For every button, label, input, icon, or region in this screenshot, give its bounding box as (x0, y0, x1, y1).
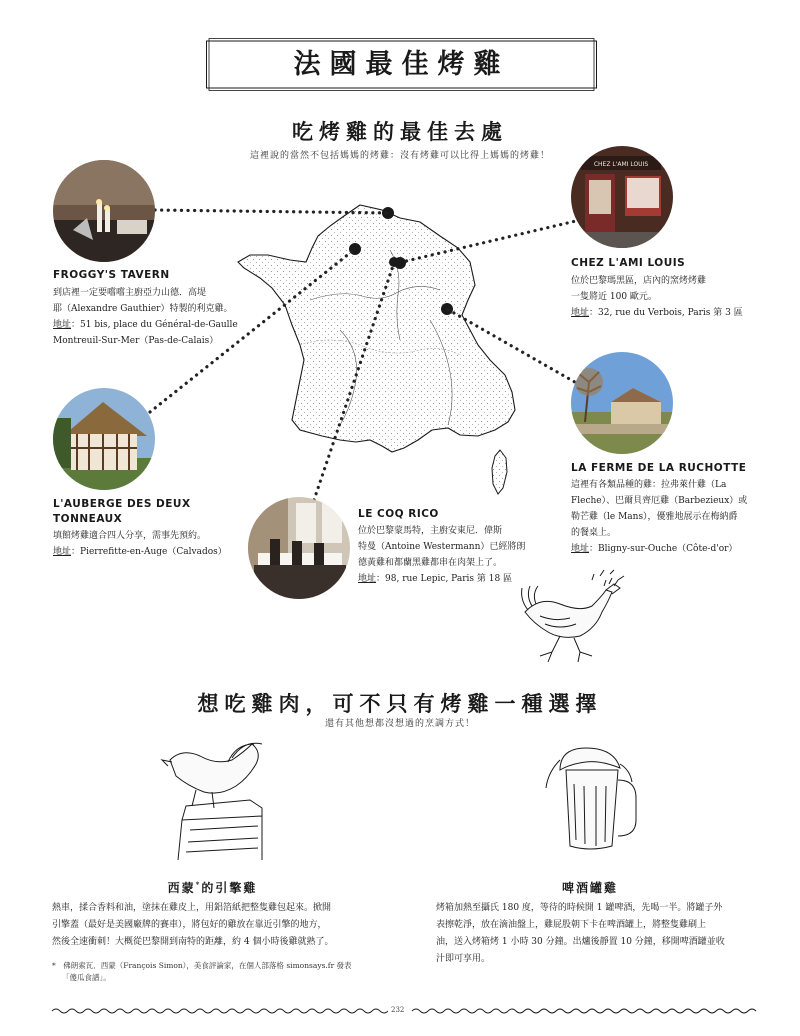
engine-chicken-sketch (162, 743, 262, 860)
place-name-coq: LE COQ RICO (358, 508, 439, 520)
leader-froggys (155, 210, 388, 213)
leader-chez (402, 220, 580, 262)
photo-le-coq-rico (248, 497, 350, 599)
place-desc-auberge: 填館烤雞適合四人分享，需事先預約。 地址：Pierrefitte-en-Auge（Calvados） (53, 531, 227, 557)
footnote-simon: * 佛朗索瓦．西蒙（François Simon），美食評論家，在個人部落格 simonsays.fr 發表 「傻瓜食譜」。 (52, 961, 352, 982)
river-4 (390, 250, 400, 340)
photo-auberge (53, 388, 155, 490)
leader-coq (314, 263, 394, 500)
page-number: 232 (388, 1006, 407, 1014)
place-name-ferme: LA FERME DE LA RUCHOTTE (571, 462, 747, 474)
region-border (300, 340, 460, 355)
france-outline (238, 205, 515, 452)
marker-froggys (382, 207, 394, 219)
place-desc-froggys: 到店裡一定要嚐嚐主廚亞力山德．高堤 耶（Alexandre Gauthier）特製的利克雞。 地址：51 bis, place du Général-de-Gaulle Montreuil-Sur-Mer（Pas-de-Calais） (53, 288, 238, 346)
place-name-froggys: FROGGY'S TAVERN (53, 269, 170, 281)
place-desc-coq: 位於巴黎蒙馬特，主廚安東尼．偉斯 特曼（Antoine Westermann）已經將朗 德黃雞和都蘭黑雞都串在肉架上了。 地址：98, rue Lepic, Paris 第 18 區 (358, 526, 526, 584)
photo-froggys (53, 160, 155, 262)
place-name-chez: CHEZ L'AMI LOUIS (571, 257, 686, 269)
river-2 (340, 330, 357, 425)
page-title: 法國最佳烤雞 (293, 49, 510, 80)
section-title-best-places: 吃烤雞的最佳去處 (292, 119, 508, 144)
marker-ferme (441, 303, 453, 315)
river-3 (430, 320, 452, 425)
place-name-auberge: L'AUBERGE DES DEUX TONNEAUX (53, 498, 191, 525)
place-desc-chez: 位於巴黎瑪黑區，店內的窯烤烤雞 一隻將近 100 歐元。 地址：32, rue du Verbois, Paris 第 3 區 (571, 276, 743, 318)
marker-paris-2 (389, 257, 399, 267)
recipe-title-simon: 西蒙*的引擎雞 (167, 880, 258, 895)
section-subtitle-other-ways: 還有其他想都沒想過的烹調方式！ (324, 719, 475, 729)
recipe-title-beer: 啤酒罐雞 (561, 881, 618, 895)
recipe-text-simon: 熱車，揉合香料和油，塗抹在雞皮上，用鋁箔紙把整隻雞包起來。掀開 引擎蓋（最好是美國廠牌的賽車），將包好的雞放在靠近引擎的地方， 然後全速衝刺！大概從巴黎開到南特的距離，約 4 個小時後雞就熟了。 (52, 903, 334, 947)
title-frame (205, 37, 598, 92)
marker-paris (394, 257, 406, 269)
beer-chicken-sketch (546, 748, 636, 849)
photo-ferme-ruchotte (571, 352, 673, 454)
corsica (492, 450, 507, 494)
marker-auberge (349, 243, 361, 255)
chez-sign-text: CHEZ L'AMI LOUIS (593, 161, 649, 168)
section-title-other-ways: 想吃雞肉，可不只有烤雞一種選擇 (197, 691, 603, 716)
photo-chez-lami-louis (571, 146, 673, 248)
section-subtitle-best-places: 這裡說的當然不包括媽媽的烤雞：沒有烤雞可以比得上媽媽的烤雞！ (249, 151, 550, 161)
river-1 (310, 286, 440, 300)
recipe-text-beer: 烤箱加熱至攝氏 180 度，等待的時候開 1 罐啤酒，先喝一半。將罐子外 表擦乾淨，放在滴油盤上，雞屁股朝下卡在啤酒罐上，將整隻雞刷上 油，送入烤箱烤 1 小時 30 分鐘。出爐後靜置 10 分鐘，移開啤酒罐並收 汁即可享用。 (436, 903, 725, 964)
place-desc-ferme: 這裡有各類品種的雞：拉弗萊什雞（La Fleche）、巴爾貝齊厄雞（Barbezieux）或 勒芒雞（le Mans），優雅地展示在梅納爵 的餐桌上。 地址：Bligny-sur-Ouche（Côte-d'or） (571, 480, 748, 554)
leader-ferme (447, 309, 580, 385)
